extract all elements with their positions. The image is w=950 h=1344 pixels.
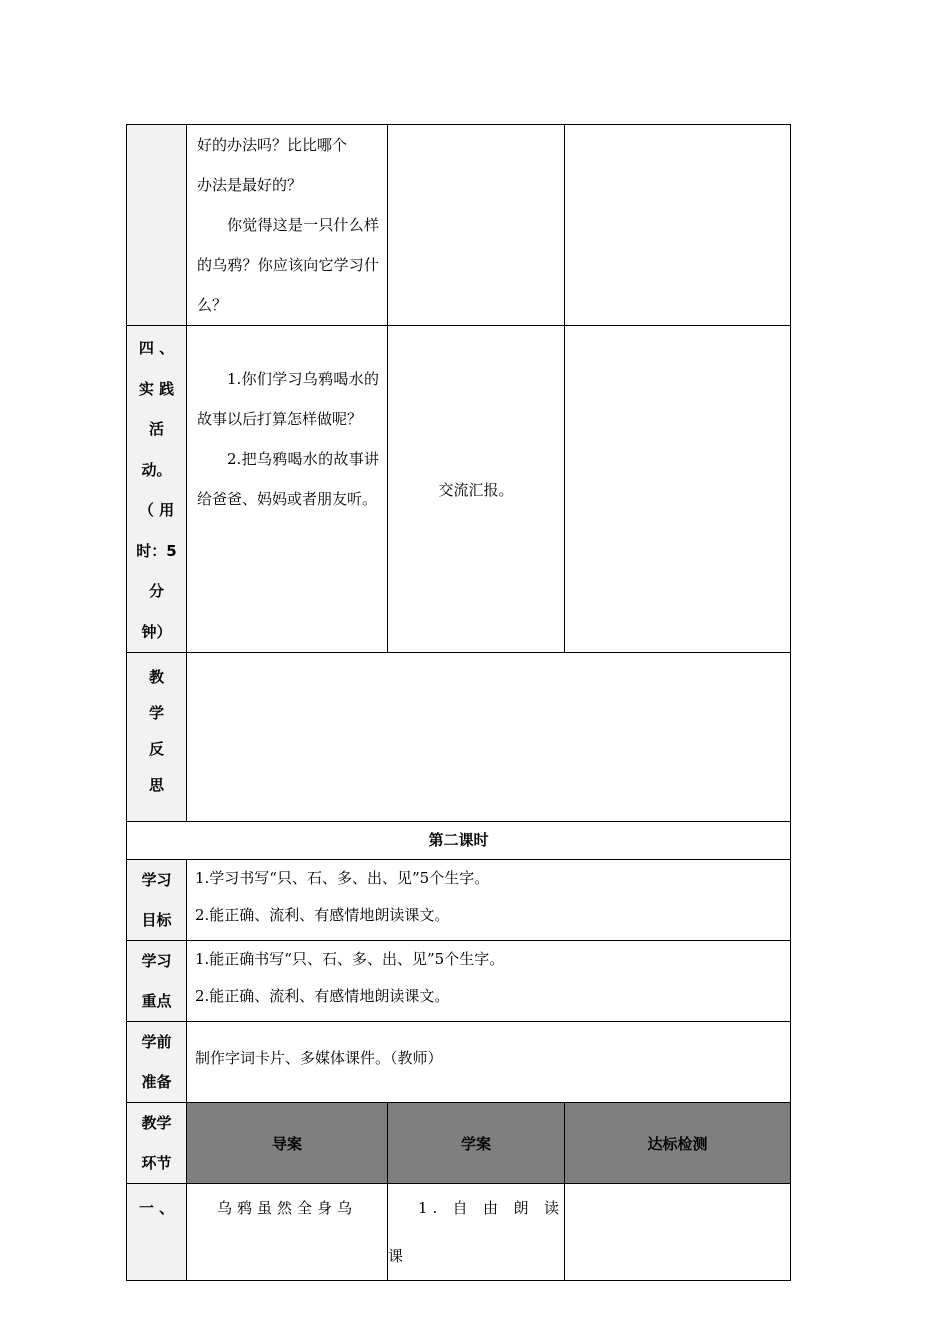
guide-item-1: 1.你们学习乌鸦喝水的故事以后打算怎样做呢？	[197, 370, 379, 428]
prep-label	[127, 1022, 187, 1103]
table-row-stage-1	[127, 1184, 791, 1281]
stage-1-guide: 乌鸦虽然全身乌	[187, 1184, 388, 1281]
label-line: 教	[148, 668, 164, 686]
label-line: 环节	[141, 1154, 172, 1172]
header-guide: 导案	[187, 1103, 388, 1184]
stage-label-header	[127, 1103, 187, 1184]
header-check: 达标检测	[565, 1103, 791, 1184]
stage-label-1: 一 、	[127, 1184, 187, 1281]
prep-content: 制作字词卡片、多媒体课件。（教师）	[187, 1022, 791, 1103]
study-cell-practice	[388, 326, 565, 653]
label-line: 目标	[141, 911, 172, 929]
label-line: 四 、	[138, 339, 175, 357]
guide-cell	[187, 125, 388, 326]
stage-label-cell	[127, 125, 187, 326]
label-line: 思	[148, 776, 164, 794]
focus-content	[187, 941, 791, 1022]
guide-text-line: 好的办法吗？比比哪个	[197, 136, 348, 154]
goal-item: 1.学习书写“只、石、多、出、见”5个生字。	[195, 869, 490, 887]
guide-item-2: 2.把乌鸦喝水的故事讲给爸爸、妈妈或者朋友听。	[197, 450, 379, 508]
label-line: 动。	[141, 460, 172, 479]
stage-1-study: 1. 自 由 朗 读 课	[388, 1184, 565, 1281]
label-line: 教学	[141, 1114, 172, 1132]
label-line: 学习	[141, 871, 172, 889]
label-line: 实 践	[138, 379, 175, 398]
guide-text-line: 办法是最好的？	[197, 176, 303, 194]
label-line: 重点	[141, 992, 172, 1010]
label-line: 学	[148, 704, 164, 722]
check-cell-practice	[565, 326, 791, 653]
label-line: 钟）	[141, 622, 172, 641]
check-cell	[565, 125, 791, 326]
table-row-prep	[127, 1022, 791, 1103]
lesson-plan-table	[126, 124, 791, 1281]
focus-label	[127, 941, 187, 1022]
study-cell	[388, 125, 565, 326]
stage-label-practice	[127, 326, 187, 653]
goal-item: 2.能正确、流利、有感情地朗读课文。	[195, 906, 450, 924]
label-line: （ 用	[138, 501, 175, 519]
label-line: 学前	[141, 1033, 172, 1051]
reflection-content-cell	[187, 653, 791, 822]
reflection-label	[127, 653, 187, 822]
stage-1-check	[565, 1184, 791, 1281]
focus-item: 2.能正确、流利、有感情地朗读课文。	[195, 987, 450, 1005]
table-row-reflection	[127, 653, 791, 822]
label-line: 反	[148, 740, 164, 758]
lesson-title: 第二课时	[127, 822, 791, 860]
header-study: 学案	[388, 1103, 565, 1184]
guide-question: 你觉得这是一只什么样的乌鸦？你应该向它学习什么？	[197, 216, 379, 314]
label-line: 分	[148, 582, 164, 600]
label-line: 时：5	[136, 541, 177, 560]
lesson-plan-page	[126, 124, 790, 1281]
table-row-header	[127, 1103, 791, 1184]
table-row-goals	[127, 860, 791, 941]
focus-item: 1.能正确书写“只、石、多、出、见”5个生字。	[195, 950, 505, 968]
guide-cell-practice	[187, 326, 388, 653]
table-row-practice	[127, 326, 791, 653]
label-line: 学习	[141, 952, 172, 970]
goals-label	[127, 860, 187, 941]
study-text: 交流汇报。	[438, 480, 514, 499]
label-line: 准备	[141, 1073, 172, 1091]
table-row-focus	[127, 941, 791, 1022]
goals-content	[187, 860, 791, 941]
label-line: 活	[148, 420, 164, 438]
table-row-lesson-title	[127, 822, 791, 860]
table-row-continuation	[127, 125, 791, 326]
